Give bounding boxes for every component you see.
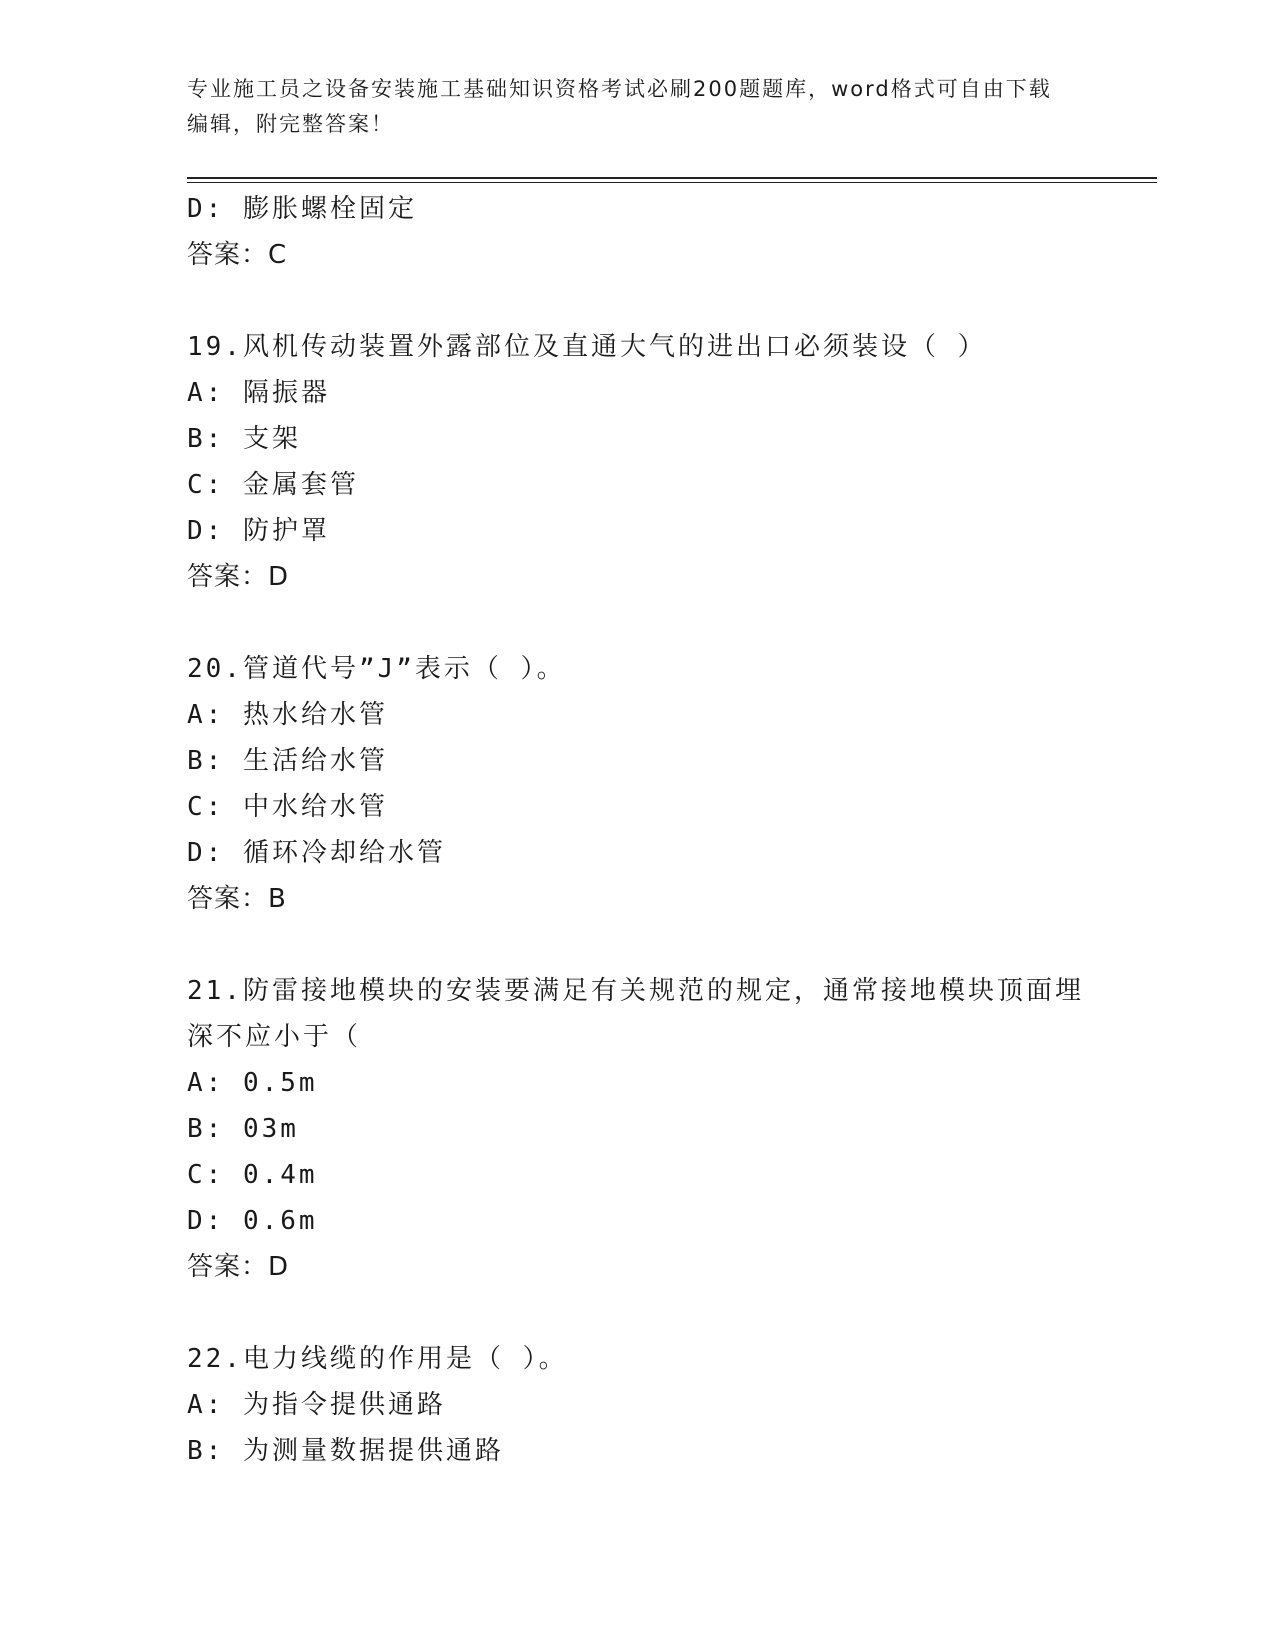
question-20-option-b: B: 生活给水管: [187, 746, 388, 776]
question-22-option-b: B: 为测量数据提供通路: [187, 1436, 504, 1466]
question-22-option-a: A: 为指令提供通路: [187, 1390, 446, 1420]
question-19-option-a: A: 隔振器: [187, 378, 330, 408]
question-19-option-b: B: 支架: [187, 424, 301, 454]
option-d: D: 膨胀螺栓固定: [187, 194, 417, 224]
question-21-option-a: A: 0.5m: [187, 1068, 318, 1098]
question-list: [187, 186, 1087, 1474]
question-21-text-line2: 深不应小于（: [187, 1022, 362, 1052]
question-22-text: 22.电力线缆的作用是（ ）。: [187, 1344, 568, 1374]
question-19-option-d: D: 防护罩: [187, 516, 330, 546]
question-19-answer: 答案：D: [187, 562, 290, 592]
question-spacer: [187, 278, 1087, 324]
page-header-title: 专业施工员之设备安装施工基础知识资格考试必刷200题题库，word格式可自由下载编辑，附完整答案！: [187, 77, 1052, 136]
question-spacer: [187, 1290, 1087, 1336]
question-20-option-a: A: 热水给水管: [187, 700, 388, 730]
header-divider-thick: [187, 177, 1157, 179]
answer-line: 答案：C: [187, 240, 288, 270]
question-20-option-c: C: 中水给水管: [187, 792, 388, 822]
question-19-option-c: C: 金属套管: [187, 470, 359, 500]
question-21-text-line1: 21.防雷接地模块的安装要满足有关规范的规定，通常接地模块顶面埋: [187, 976, 1084, 1006]
question-spacer: [187, 600, 1087, 646]
question-20-option-d: D: 循环冷却给水管: [187, 838, 446, 868]
question-20-text: 20.管道代号”J”表示（ ）。: [187, 654, 566, 684]
question-21-answer: 答案：D: [187, 1252, 290, 1282]
question-19-text: 19.风机传动装置外露部位及直通大气的进出口必须装设（ ）: [187, 332, 987, 362]
question-20-answer: 答案：B: [187, 884, 287, 914]
header-divider-thin: [187, 182, 1157, 183]
question-spacer: [187, 922, 1087, 968]
question-21-option-b: B: 03m: [187, 1114, 299, 1144]
question-21-option-d: D: 0.6m: [187, 1206, 318, 1236]
question-21-option-c: C: 0.4m: [187, 1160, 318, 1190]
